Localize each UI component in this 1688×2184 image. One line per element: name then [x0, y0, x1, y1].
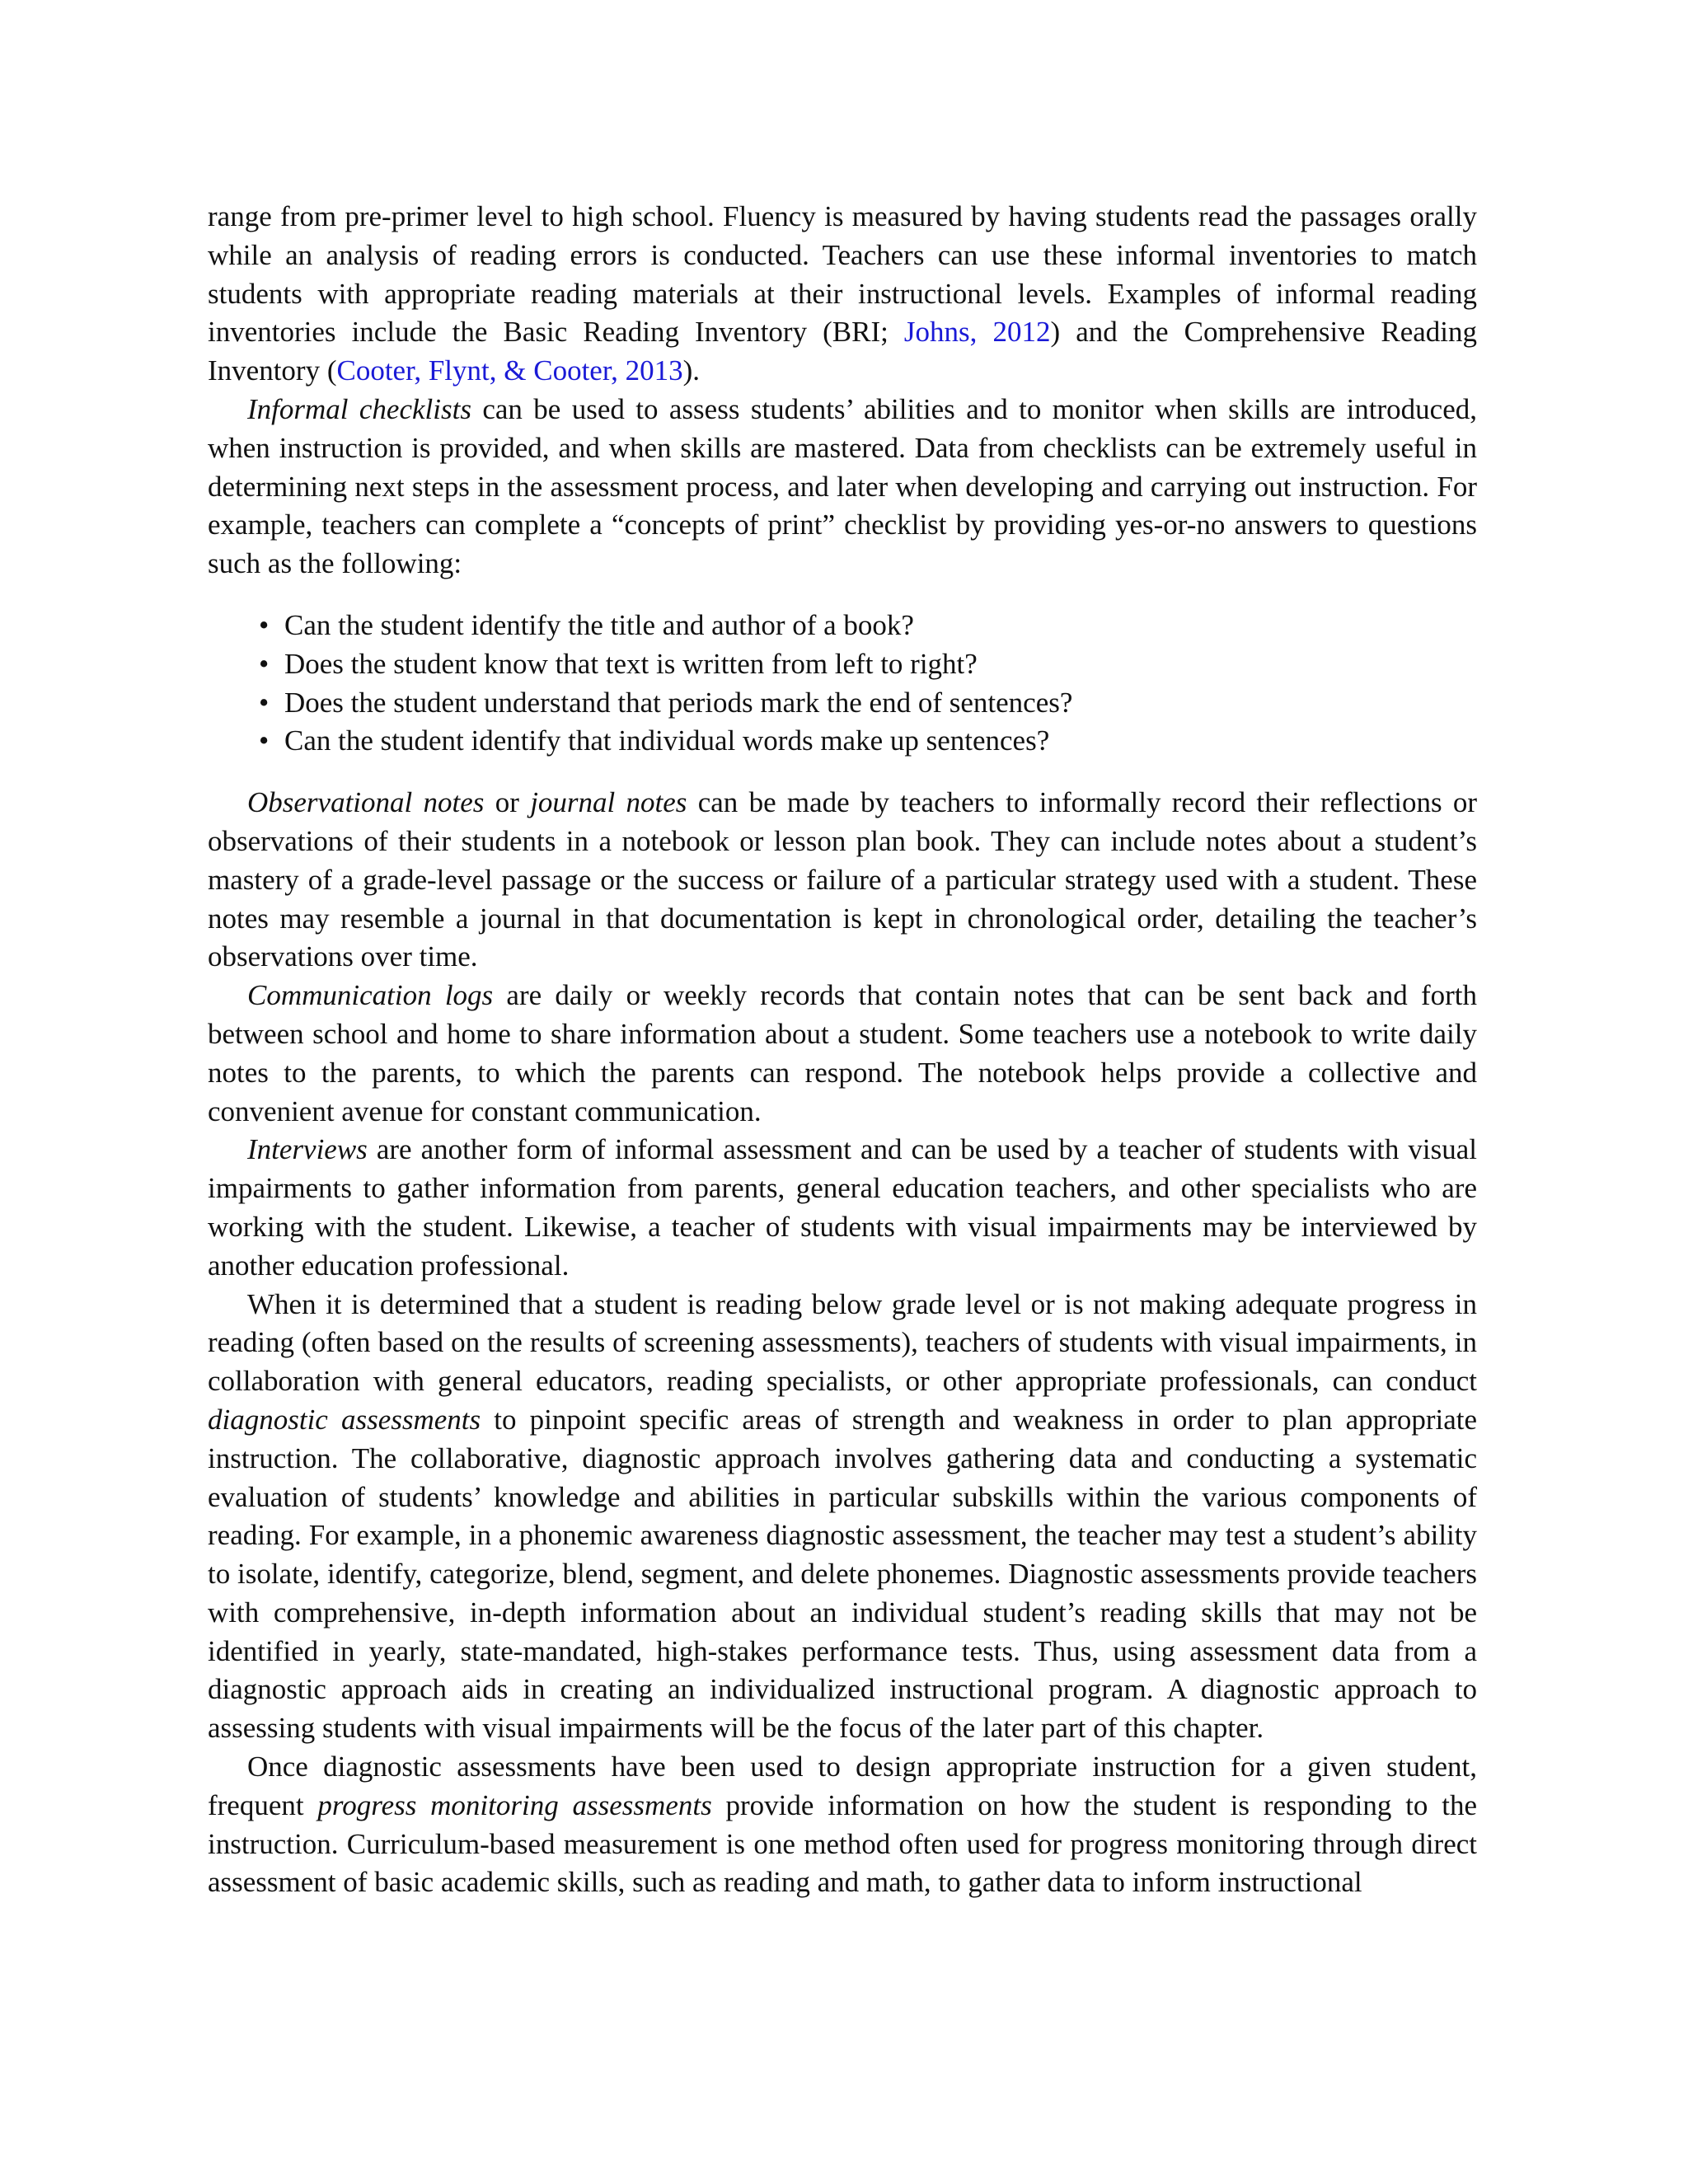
- term-journal-notes: journal notes: [530, 786, 687, 819]
- bullet-icon: •: [259, 608, 270, 641]
- term-progress-monitoring-assessments: progress monitoring assessments: [317, 1788, 712, 1821]
- concepts-of-print-checklist: [208, 607, 1477, 761]
- term-observational-notes: Observational notes: [247, 786, 485, 819]
- list-item: • Does the student understand that periods mark the end of sentences?: [284, 684, 1477, 723]
- citation-link-johns-2012[interactable]: Johns, 2012: [903, 316, 1051, 349]
- term-interviews: Interviews: [247, 1133, 368, 1166]
- paragraph-interviews: Interviews are another form of informal assessment and can be used by a teacher of students with visual impairments to gather information from parents, general education teachers, and other specialists who are working with the student. Likewise, a teacher of students with visual impairments may be interviewed by another education professional.: [208, 1133, 1477, 1282]
- paragraph-diagnostic-assessments: When it is determined that a student is reading below grade level or is not making adequate progress in reading (often based on the results of screening assessments), teachers of students with visual impairments, in collaboration with general educators, reading specialists, or other appropriate professionals, can conduct diagnostic assessments to pinpoint specific areas of strength and weakness in order to plan appropriate instruction. The collaborative, diagnostic approach involves gathering data and conducting a systematic evaluation of students’ knowledge and abilities in particular subskills within the various components of reading. For example, in a phonemic awareness diagnostic assessment, the teacher may test a student’s ability to isolate, identify, categorize, blend, segment, and delete phonemes. Diagnostic assessments provide teachers with comprehensive, in-depth information about an individual student’s reading skills that may not be identified in yearly, state-mandated, high-stakes performance tests. Thus, using assessment data from a diagnostic approach aids in creating an individualized instructional program. A diagnostic approach to assessing students with visual impairments will be the focus of the later part of this chapter.: [208, 1287, 1478, 1745]
- paragraph-communication-logs: Communication logs are daily or weekly records that contain notes that can be sent back and forth between school and home to share information about a student. Some teachers use a notebook to write daily notes to the parents, to which the parents can respond. The notebook helps provide a collective and convenient avenue for constant communication.: [208, 979, 1478, 1127]
- document-page: [208, 198, 1477, 1902]
- bullet-icon: •: [259, 724, 270, 757]
- paragraph-informal-inventories: range from pre-primer level to high school. Fluency is measured by having students read the passages orally while an analysis of reading errors is conducted. Teachers can use these informal inventories to match students with appropriate reading materials at their instructional levels. Examples of informal reading inventories include the Basic Reading Inventory (BRI; Johns, 2012) and the Comprehensive Reading Inventory (Cooter, Flynt, & Cooter, 2013).: [208, 200, 1477, 387]
- term-diagnostic-assessments: diagnostic assessments: [208, 1403, 481, 1436]
- list-item: • Can the student identify that individual words make up sentences?: [284, 722, 1477, 761]
- term-informal-checklists: Informal checklists: [247, 392, 471, 425]
- paragraph-informal-checklists: Informal checklists can be used to assess students’ abilities and to monitor when skills are introduced, when instruction is provided, and when skills are mastered. Data from checklists can be extremely useful in determining next steps in the assessment process, and later when developing and carrying out instruction. For example, teachers can complete a “concepts of print” checklist by providing yes-or-no answers to questions such as the following:: [208, 392, 1477, 580]
- bullet-icon: •: [259, 647, 270, 680]
- paragraph-progress-monitoring: Once diagnostic assessments have been used to design appropriate instruction for a given student, frequent progress monitoring assessments provide information on how the student is responding to the instruction. Curriculum-based measurement is one method often used for progress monitoring through direct assessment of basic academic skills, such as reading and math, to gather data to inform instructional: [208, 1750, 1477, 1899]
- bullet-icon: •: [259, 686, 270, 719]
- citation-link-cooter-2013[interactable]: Cooter, Flynt, & Cooter, 2013: [336, 354, 683, 387]
- list-item: • Can the student identify the title and author of a book?: [284, 607, 1477, 645]
- term-communication-logs: Communication logs: [247, 979, 494, 1012]
- paragraph-observational-notes: Observational notes or journal notes can be made by teachers to informally record their reflections or observations of their students in a notebook or lesson plan book. They can include notes about a student’s mastery of a grade-level passage or the success or failure of a particular strategy used with a student. These notes may resemble a journal in that documentation is kept in chronological order, detailing the teacher’s observations over time.: [208, 786, 1478, 973]
- list-item: • Does the student know that text is written from left to right?: [284, 645, 1477, 684]
